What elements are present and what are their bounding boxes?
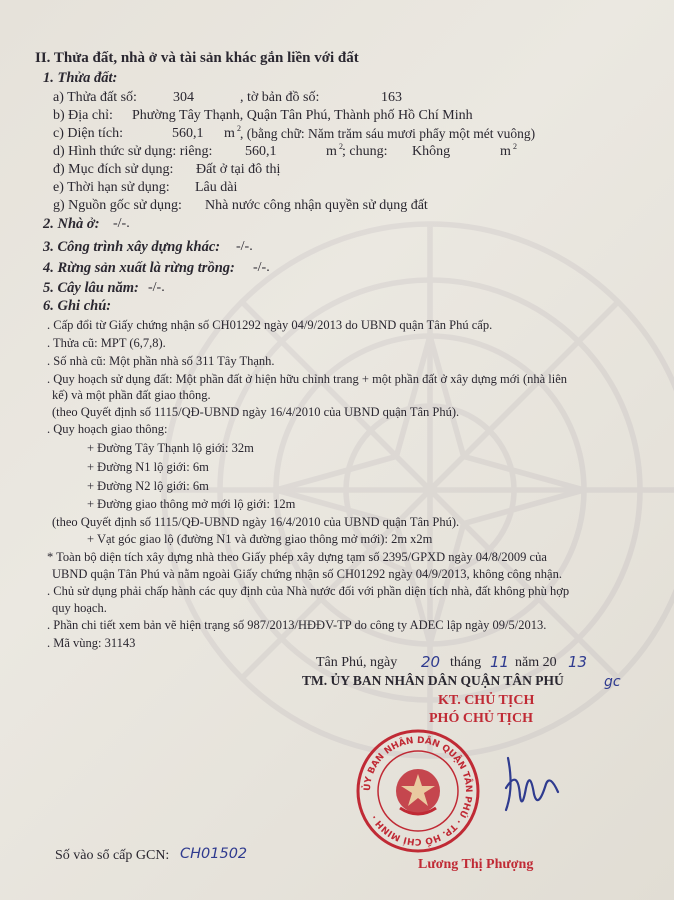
area-label: c) Diện tích: bbox=[53, 126, 123, 141]
note-line: . Quy hoạch sử dụng đất: Một phần đất ở hiện hữu chỉnh trang + một phần đất ở xây dựng mới (nhà liên bbox=[47, 372, 568, 386]
map-label: , tờ bản đồ số: bbox=[240, 90, 320, 105]
note-line: . Quy hoạch giao thông: bbox=[47, 422, 168, 436]
date-place: Tân Phú, ngày bbox=[316, 655, 398, 670]
handwritten-initials: gc bbox=[604, 674, 621, 690]
on-behalf-title: KT. CHỦ TỊCH bbox=[438, 693, 535, 708]
shared-area-exponent: 2 bbox=[513, 142, 517, 151]
origin-value: Nhà nước công nhận quyền sử dụng đất bbox=[205, 198, 428, 213]
trees-value: -/-. bbox=[148, 280, 165, 295]
position-title: PHÓ CHỦ TỊCH bbox=[429, 711, 533, 726]
note-line: + Vạt góc giao lộ (đường N1 và đường giao thông mở mới): 2m x2m bbox=[87, 532, 433, 546]
parcel-number: 304 bbox=[173, 90, 194, 105]
area-value: 560,1 bbox=[172, 126, 204, 141]
issuing-authority: TM. ỦY BAN NHÂN DÂN QUẬN TÂN PHÚ bbox=[302, 673, 564, 688]
purpose-value: Đất ở tại đô thị bbox=[196, 162, 281, 177]
area-in-words: , (bằng chữ: Năm trăm sáu mươi phẩy một mét vuông) bbox=[240, 126, 536, 141]
date-year-suffix: 13 bbox=[568, 653, 588, 671]
trees-heading: 5. Cây lâu năm: bbox=[43, 280, 139, 296]
term-label: e) Thời hạn sử dụng: bbox=[53, 180, 170, 195]
map-number: 163 bbox=[381, 90, 402, 105]
date-month: 11 bbox=[490, 653, 510, 671]
origin-label: g) Nguồn gốc sử dụng: bbox=[53, 198, 182, 213]
area-unit: m bbox=[224, 126, 235, 141]
date-month-label: tháng bbox=[450, 655, 482, 670]
house-heading: 2. Nhà ở: bbox=[43, 216, 100, 232]
private-area-value: 560,1 bbox=[245, 144, 277, 159]
signer-name: Lương Thị Phượng bbox=[418, 857, 534, 872]
date-year-label: năm 20 bbox=[515, 655, 557, 670]
house-value: -/-. bbox=[113, 216, 130, 231]
note-line: kế) và một phần đất giao thông. bbox=[52, 388, 211, 402]
shared-area-unit: m bbox=[500, 144, 511, 159]
construction-value: -/-. bbox=[236, 239, 253, 254]
private-area-unit: m bbox=[326, 144, 337, 159]
note-line: . Chủ sử dụng phải chấp hành các quy định của Nhà nước đối với phần diện tích nhà, đất không phù hợp bbox=[47, 584, 570, 598]
usage-form-label: d) Hình thức sử dụng: riêng: bbox=[53, 144, 213, 159]
area-unit-exponent: 2 bbox=[237, 124, 241, 133]
official-seal-icon bbox=[355, 728, 481, 854]
construction-heading: 3. Công trình xây dựng khác: bbox=[43, 239, 221, 255]
private-area-exponent: 2 bbox=[339, 142, 343, 151]
seal-text: ỦY BAN NHÂN DÂN QUẬN TÂN PHÚ · TP. HỒ CHÍ MINH · bbox=[362, 735, 474, 847]
note-line: + Đường N2 lộ giới: 6m bbox=[87, 479, 209, 493]
forest-heading: 4. Rừng sản xuất là rừng trồng: bbox=[43, 260, 235, 276]
note-line: quy hoạch. bbox=[52, 601, 107, 615]
note-line: . Số nhà cũ: Một phần nhà số 311 Tây Thạnh. bbox=[47, 354, 275, 368]
note-line: . Thửa cũ: MPT (6,7,8). bbox=[47, 336, 166, 350]
note-line: . Phần chi tiết xem bản vẽ hiện trạng số 987/2013/HĐĐV-TP do công ty ADEC lập ngày 09/5/2013. bbox=[47, 618, 547, 632]
term-value: Lâu dài bbox=[195, 180, 238, 195]
note-line: + Đường giao thông mở mới lộ giới: 12m bbox=[87, 497, 296, 511]
forest-value: -/-. bbox=[253, 260, 270, 275]
note-line: * Toàn bộ diện tích xây dựng nhà theo Giấy phép xây dựng tạm số 2395/GPXD ngày 04/8/2009 của bbox=[47, 550, 547, 564]
note-line: + Đường Tây Thạnh lộ giới: 32m bbox=[87, 441, 254, 455]
address-label: b) Địa chỉ: bbox=[53, 108, 113, 123]
shared-label: ; chung: bbox=[342, 144, 388, 159]
registry-label: Số vào sổ cấp GCN: bbox=[55, 848, 170, 863]
date-day: 20 bbox=[421, 653, 441, 671]
land-heading: 1. Thửa đất: bbox=[43, 70, 118, 86]
purpose-label: đ) Mục đích sử dụng: bbox=[53, 162, 174, 177]
note-line: (theo Quyết định số 1115/QĐ-UBND ngày 16/4/2010 của UBND quận Tân Phú). bbox=[52, 405, 460, 419]
signature-icon bbox=[496, 748, 566, 818]
notes-heading: 6. Ghi chú: bbox=[43, 298, 112, 314]
shared-area-value: Không bbox=[412, 144, 451, 159]
note-line: UBND quận Tân Phú và nằm ngoài Giấy chứng nhận số CH01292 ngày 04/9/2013, không công nhận. bbox=[52, 567, 562, 581]
address-value: Phường Tây Thạnh, Quận Tân Phú, Thành phố Hồ Chí Minh bbox=[132, 108, 473, 123]
section-title: II. Thửa đất, nhà ở và tài sản khác gắn liền với đất bbox=[35, 50, 359, 66]
parcel-label: a) Thửa đất số: bbox=[53, 90, 137, 105]
note-line: (theo Quyết định số 1115/QĐ-UBND ngày 16/4/2010 của UBND quận Tân Phú). bbox=[52, 515, 460, 529]
note-line: . Mã vùng: 31143 bbox=[47, 636, 136, 650]
note-line: + Đường N1 lộ giới: 6m bbox=[87, 460, 209, 474]
note-line: . Cấp đổi từ Giấy chứng nhận số CH01292 ngày 04/9/2013 do UBND quận Tân Phú cấp. bbox=[47, 318, 493, 332]
registry-number: CH01502 bbox=[180, 846, 248, 862]
